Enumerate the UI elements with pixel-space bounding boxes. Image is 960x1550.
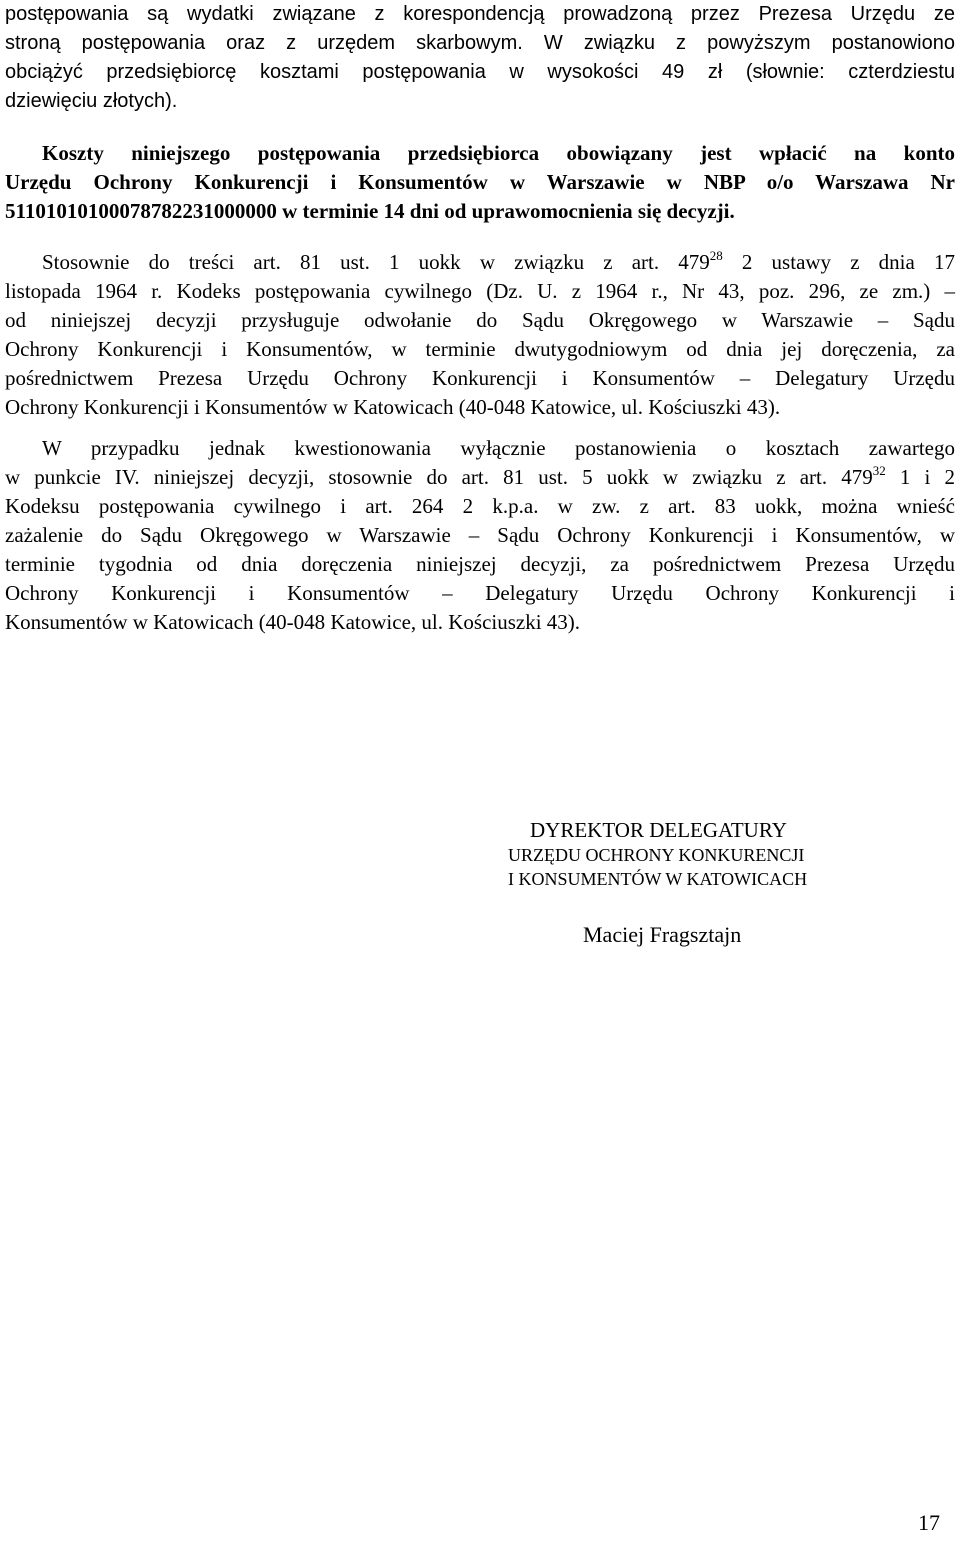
superscript: 28 <box>709 248 723 263</box>
paragraph-complaint <box>5 434 955 637</box>
text-line: W przypadku jednak kwestionowania wyłącznie postanowienia o kosztach zawartego <box>42 436 955 460</box>
text-line: Ochrony Konkurencji i Konsumentów, w terminie dwutygodniowym od dnia jej doręczenia, za <box>5 337 955 361</box>
signatory-name: Maciej Fragsztajn <box>583 922 742 947</box>
signature-title: DYREKTOR DELEGATURY <box>530 818 787 842</box>
text-segment: Stosownie do treści art. 81 ust. 1 uokk w związku z art. 479 <box>42 250 710 274</box>
text-segment: w punkcie IV. niniejszej decyzji, stosownie do art. 81 ust. 5 uokk w związku z art. 479 <box>5 465 873 489</box>
superscript: 32 <box>872 463 886 478</box>
page-number: 17 <box>918 1510 940 1535</box>
text-line: stroną postępowania oraz z urzędem skarbowym. W związku z powyższym postanowiono <box>5 32 955 54</box>
text-line: Kodeksu postępowania cywilnego i art. 264 2 k.p.a. w zw. z art. 83 uokk, można wnieść <box>5 494 955 518</box>
text-line: Koszty niniejszego postępowania przedsiębiorca obowiązany jest wpłacić na konto <box>42 141 955 165</box>
text-line <box>5 463 955 492</box>
text-line: zażalenie do Sądu Okręgowego w Warszawie – Sądu Ochrony Konkurencji i Konsumentów, w <box>5 523 955 547</box>
text-line: Ochrony Konkurencji i Konsumentów – Delegatury Urzędu Ochrony Konkurencji i <box>5 581 955 605</box>
text-line <box>5 248 955 277</box>
text-line: postępowania są wydatki związane z korespondencją prowadzoną przez Prezesa Urzędu ze <box>5 3 955 25</box>
text-line: od niniejszej decyzji przysługuje odwołanie do Sądu Okręgowego w Warszawie – Sądu <box>5 308 955 332</box>
text-line: dziewięciu złotych). <box>5 90 178 112</box>
paragraph-costs <box>5 0 955 116</box>
text-line: 51101010100078782231000000 w terminie 14 dni od uprawomocnienia się decyzji. <box>5 199 735 223</box>
text-line: terminie tygodnia od dnia doręczenia niniejszej decyzji, za pośrednictwem Prezesa Urzędu <box>5 552 955 576</box>
text-line: Konsumentów w Katowicach (40-048 Katowice, ul. Kościuszki 43). <box>5 610 581 634</box>
text-line: pośrednictwem Prezesa Urzędu Ochrony Konkurencji i Konsumentów – Delegatury Urzędu <box>5 366 955 390</box>
paragraph-appeal <box>5 248 955 422</box>
text-segment: 2 ustawy z dnia 17 <box>722 250 955 274</box>
text-line: obciążyć przedsiębiorcę kosztami postępowania w wysokości 49 zł (słownie: czterdziestu <box>5 61 955 83</box>
text-segment: 1 i 2 <box>885 465 955 489</box>
signature-office-line: I KONSUMENTÓW W KATOWICACH <box>508 869 808 889</box>
text-line: Urzędu Ochrony Konkurencji i Konsumentów w Warszawie w NBP o/o Warszawa Nr <box>5 170 955 194</box>
text-line: Ochrony Konkurencji i Konsumentów w Katowicach (40-048 Katowice, ul. Kościuszki 43). <box>5 395 781 419</box>
paragraph-payment <box>5 139 955 226</box>
text-line: listopada 1964 r. Kodeks postępowania cywilnego (Dz. U. z 1964 r., Nr 43, poz. 296, ze zm.) – <box>5 279 955 303</box>
signature-office-line: URZĘDU OCHRONY KONKURENCJI <box>508 845 805 865</box>
